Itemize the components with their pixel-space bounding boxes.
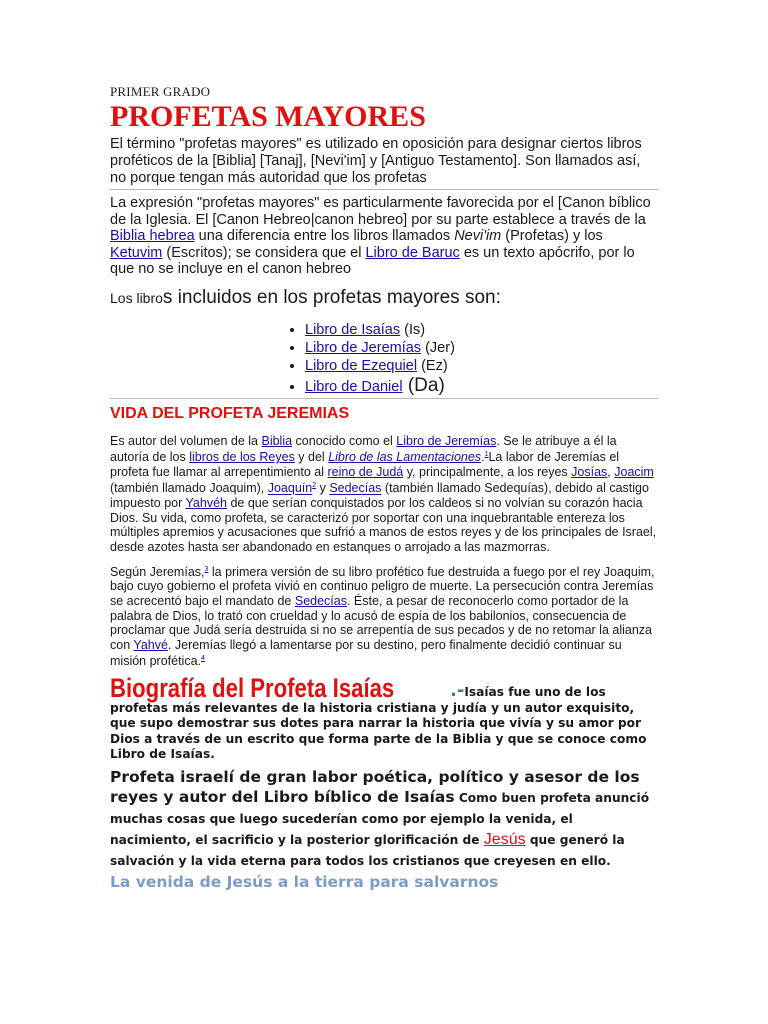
link-libro-jeremias[interactable]: Libro de Jeremías xyxy=(305,339,422,356)
text-run: Los libro xyxy=(110,289,163,306)
text-run: es un texto apócrifo, por lo que no se incluye en el canon hebreo xyxy=(110,244,635,277)
page-title: PROFETAS MAYORES xyxy=(110,100,426,133)
intro-paragraph-2 xyxy=(110,195,658,278)
book-abbr: (Jer) xyxy=(421,339,455,356)
text-run: , xyxy=(607,464,615,479)
link-joacim[interactable]: Joacim xyxy=(614,464,654,479)
list-item xyxy=(305,375,658,398)
text-run: que generó la salvación y la vida eterna para todos los cristianos que creyesen en ello. xyxy=(110,832,625,868)
list-item xyxy=(305,321,658,339)
book-abbr: (Da) xyxy=(402,374,445,396)
text-run: Es autor del volumen de la xyxy=(110,433,262,448)
heading-venida-de-jesus: La venida de Jesús a la tierra para salvarnos xyxy=(110,872,499,891)
text-run: (también llamado Sedequías), debido al castigo impuesto por xyxy=(110,481,649,511)
link-reino-de-juda[interactable]: reino de Judá xyxy=(327,464,404,479)
text-run: Como buen profeta anunció muchas cosas que luego sucederían como por ejemplo la venida, el nacimiento, el sacrificio y la posterior glorificación de xyxy=(110,790,650,847)
text-run: La expresión "profetas mayores" es particularmente favorecida por el [Canon bíblico de la Iglesia. El [Canon Hebreo|canon hebreo] por su parte establece a través de la xyxy=(110,195,651,228)
section-title-isaias: Biografía del Profeta Isaías xyxy=(110,673,395,704)
text-run: s incluidos en los profetas mayores son: xyxy=(162,286,501,308)
jeremias-paragraph-1 xyxy=(110,434,658,555)
text-run: (Escritos); se considera que el xyxy=(162,244,366,261)
text-run: conocido como el xyxy=(292,433,397,448)
grade-label: PRIMER GRADO xyxy=(110,84,211,99)
link-biblia[interactable]: Biblia xyxy=(261,433,293,448)
text-run: . Jeremías llegó a lamentarse por su destino, pero finalmente decidió continuar su misión profética. xyxy=(110,637,622,669)
link-ketuvim[interactable]: Ketuvim xyxy=(110,244,163,261)
book-abbr: (Ez) xyxy=(417,357,448,374)
separator: .- xyxy=(450,680,465,702)
text-run: una diferencia entre los libros llamados xyxy=(194,228,455,244)
text-run: de que serían conquistados por los caldeos si no volvían su corazón hacia Dios. Su vida, como profeta, se caracterizó por soportar con una inquebrantable entereza los múltiples apremios y acusaciones que sufrió a manos de estos reyes y de los principales de Israel, desde azotes hasta ser abandonado en estanques o arrojado a las mazmorras. xyxy=(110,496,657,554)
text-run: . xyxy=(481,450,485,465)
list-item xyxy=(305,339,658,357)
list-item xyxy=(305,357,658,375)
link-libro-ezequiel[interactable]: Libro de Ezequiel xyxy=(305,357,418,374)
book-abbr: (Is) xyxy=(400,321,426,338)
text-run: . Se le atribuye a él la autoría de los xyxy=(110,433,617,465)
link-libro-de-baruc[interactable]: Libro de Baruc xyxy=(365,244,460,261)
link-sedecias-2[interactable]: Sedecías xyxy=(294,593,347,608)
link-sedecias[interactable]: Sedecías xyxy=(329,481,382,496)
text-run-italic: Nevi'im xyxy=(454,228,502,244)
intro-paragraph-1: El término "profetas mayores" es utilizado en oposición para designar ciertos libros proféticos de la [Biblia] [Tanaj], [Nevi'im] y [Antiguo Testamento]. Son llamados así, no porque tengan más autoridad que los profetas xyxy=(110,136,658,190)
link-biblia-hebrea[interactable]: Biblia hebrea xyxy=(110,228,195,244)
link-libro-daniel[interactable]: Libro de Daniel xyxy=(305,378,403,395)
text-run: Según Jeremías, xyxy=(110,564,205,579)
link-jesus[interactable]: Jesús xyxy=(483,830,526,848)
footnote-3[interactable]: 3 xyxy=(204,565,209,573)
books-list xyxy=(110,321,658,398)
document-page xyxy=(110,84,658,893)
link-libro-lamentaciones[interactable]: Libro de las Lamentaciones xyxy=(328,450,482,465)
divider xyxy=(110,398,658,399)
text-run: y del xyxy=(294,450,329,465)
link-libros-de-los-reyes[interactable]: libros de los Reyes xyxy=(189,450,295,465)
footnote-1[interactable]: 1 xyxy=(484,451,489,459)
link-yahve[interactable]: Yahvé xyxy=(133,637,168,652)
text-run: (también llamado Joaquim), xyxy=(110,481,268,496)
link-libro-de-jeremias[interactable]: Libro de Jeremías xyxy=(396,433,497,448)
text-run: y, principalmente, a los reyes xyxy=(403,464,572,479)
text-run: Isaías fue uno de los profetas más relevantes de la historia cristiana y judía y un autor exquisito, que supo demostrar sus dotes para narrar la historia que vivía y su amor por Dios a través de un escrito que forma parte de la Biblia y que se conoce como Libro de Isaías. xyxy=(110,685,647,762)
jeremias-paragraph-2 xyxy=(110,563,658,669)
link-yahveh[interactable]: Yahvéh xyxy=(185,496,227,511)
text-run: (Profetas) y los xyxy=(501,228,603,244)
link-josias[interactable]: Josías xyxy=(571,464,608,479)
text-run: Profeta israelí de gran labor poética, político y asesor de los reyes y autor del Libro bíblico de Isaías xyxy=(110,767,640,806)
footnote-4[interactable]: 4 xyxy=(201,655,205,663)
books-intro xyxy=(110,286,658,311)
text-run: . Éste, a pesar de reconocerlo como portador de la palabra de Dios, lo trató con crueldad y lo acusó de espía de los babilonios, consecuencia de proclamar que Judá sería destruida si no se arrepentía de sus pecados y de no retomar la alianza con xyxy=(110,593,652,652)
text-run: y xyxy=(316,481,330,496)
section-title-jeremias: VIDA DEL PROFETA JEREMIAS xyxy=(110,404,350,422)
link-libro-isaias[interactable]: Libro de Isaías xyxy=(305,321,401,338)
text-run: la primera versión de su libro profético fue destruida a fuego por el rey Joaquim, bajo cuyo gobierno el profeta vivió en continuo peligro de muerte. La persecución contra Jeremías se acrecentó bajo el mandato de xyxy=(110,564,655,608)
footnote-2[interactable]: 2 xyxy=(312,482,317,490)
isaias-paragraph-2 xyxy=(110,767,658,871)
link-joaquin[interactable]: Joaquín xyxy=(267,481,313,496)
text-run: La labor de Jeremías el profeta fue llamar al arrepentimiento al xyxy=(110,450,620,479)
